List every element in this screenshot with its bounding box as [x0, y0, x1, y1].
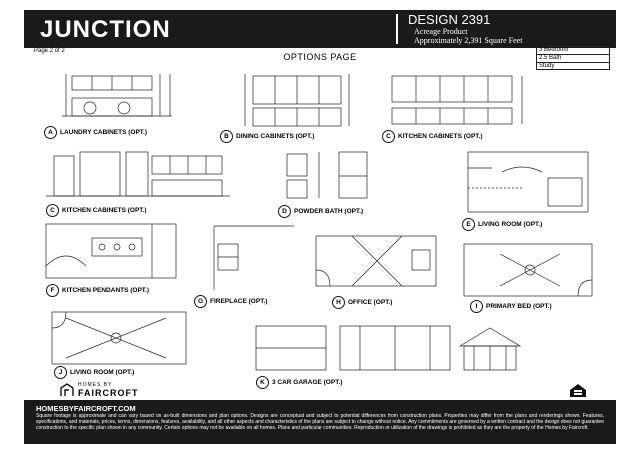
dining-cabinets-drawing [239, 70, 359, 130]
option-i-label [470, 300, 552, 313]
option-j-text: LIVING ROOM (OPT.) [70, 369, 135, 376]
square-footage: Approximately 2,391 Square Feet [414, 36, 523, 45]
options-page [24, 0, 616, 450]
option-j-letter: J [54, 366, 67, 379]
powder-bath-drawing [279, 150, 379, 202]
option-c-text-top: KITCHEN CABINETS (OPT.) [398, 133, 483, 140]
option-f-text: KITCHEN PENDANTS (OPT.) [62, 287, 150, 294]
logo-line-1: HOMES BY [78, 382, 113, 388]
option-g-letter: G [194, 295, 207, 308]
bath-cell: 2.5 Bath [537, 55, 609, 63]
option-d-letter: D [278, 205, 291, 218]
study-cell: Study [539, 63, 555, 69]
option-f-label [46, 284, 149, 297]
option-c-label-top [382, 130, 483, 143]
kitchen-cabinets-drawing-top [384, 72, 534, 128]
option-c-letter-top: C [382, 130, 395, 143]
option-k-letter: K [256, 376, 269, 389]
option-g-text: FIREPLACE (OPT.) [210, 298, 268, 305]
option-g-label [194, 295, 267, 308]
option-k-label [256, 376, 342, 389]
page-title: OPTIONS PAGE [283, 52, 357, 62]
plan-info-box [536, 46, 610, 70]
option-h-label [332, 296, 392, 309]
option-a-letter: A [44, 126, 57, 139]
faircroft-logo [60, 382, 139, 398]
fireplace-drawing [204, 222, 304, 294]
option-e-label [462, 218, 542, 231]
three-car-garage-drawing [250, 322, 550, 374]
kitchen-cabinets-drawing [42, 148, 237, 200]
living-room-drawing-j [46, 308, 196, 368]
footer-disclaimer: Square footage is approximate and can vary based on as-built dimensions and plan options. Designs are conceptual and subject to potential differences from construction plans. Properties may differ from the plans and renderings shown. Features, specifications, and materials, prices, terms, dimensions, features, availability, and all other aspects and characteristics of the plans are subject to change without notice. Any commitments are governed by a written contract and the design does not guarantee construction to the specific plan shown in any community. Certain options may not be available on all homes. Plans and particular communities. Reproduction or utilization of the drawings is prohibited as they are the property of the Homes by Faircroft. [36, 413, 604, 431]
option-f-letter: F [46, 284, 59, 297]
primary-bed-drawing [460, 240, 600, 300]
house-logo-icon [60, 383, 74, 397]
equal-housing-icon [568, 382, 588, 398]
option-j-label [54, 366, 134, 379]
option-e-letter: E [462, 218, 475, 231]
plan-title: JUNCTION [40, 16, 171, 43]
option-b-text: DINING CABINETS (OPT.) [236, 133, 315, 140]
option-e-text: LIVING ROOM (OPT.) [478, 221, 543, 228]
header-divider [396, 14, 398, 44]
option-d-label [278, 205, 363, 218]
option-a-text: LAUNDRY CABINETS (OPT.) [60, 129, 148, 136]
option-h-letter: H [332, 296, 345, 309]
option-i-letter: I [470, 300, 483, 313]
page-number: Page 2 of 2 [34, 48, 65, 54]
living-room-drawing-e [462, 148, 597, 218]
option-a-label [44, 126, 147, 139]
product-type: Acreage Product [414, 27, 468, 36]
header-bar [24, 10, 616, 48]
footer-website: HOMESBYFAIRCROFT.COM [36, 404, 136, 413]
logo-line-2: FAIRCROFT [78, 388, 139, 398]
option-c-letter: C [46, 204, 59, 217]
footer-bar [24, 400, 616, 444]
option-b-letter: B [220, 130, 233, 143]
option-i-text: PRIMARY BED (OPT.) [486, 303, 552, 310]
option-k-text: 3 CAR GARAGE (OPT.) [272, 379, 343, 386]
option-b-label [220, 130, 314, 143]
office-drawing [312, 230, 442, 292]
option-c-label [46, 204, 147, 217]
option-d-text: POWDER BATH (OPT.) [294, 208, 364, 215]
option-h-text: OFFICE (OPT.) [348, 299, 393, 306]
bedrooms-cell: 3 Bedroom [537, 47, 609, 55]
option-c-text: KITCHEN CABINETS (OPT.) [62, 207, 147, 214]
laundry-cabinets-drawing [42, 70, 192, 120]
design-number: DESIGN 2391 [408, 12, 491, 27]
kitchen-pendants-drawing [42, 220, 192, 282]
